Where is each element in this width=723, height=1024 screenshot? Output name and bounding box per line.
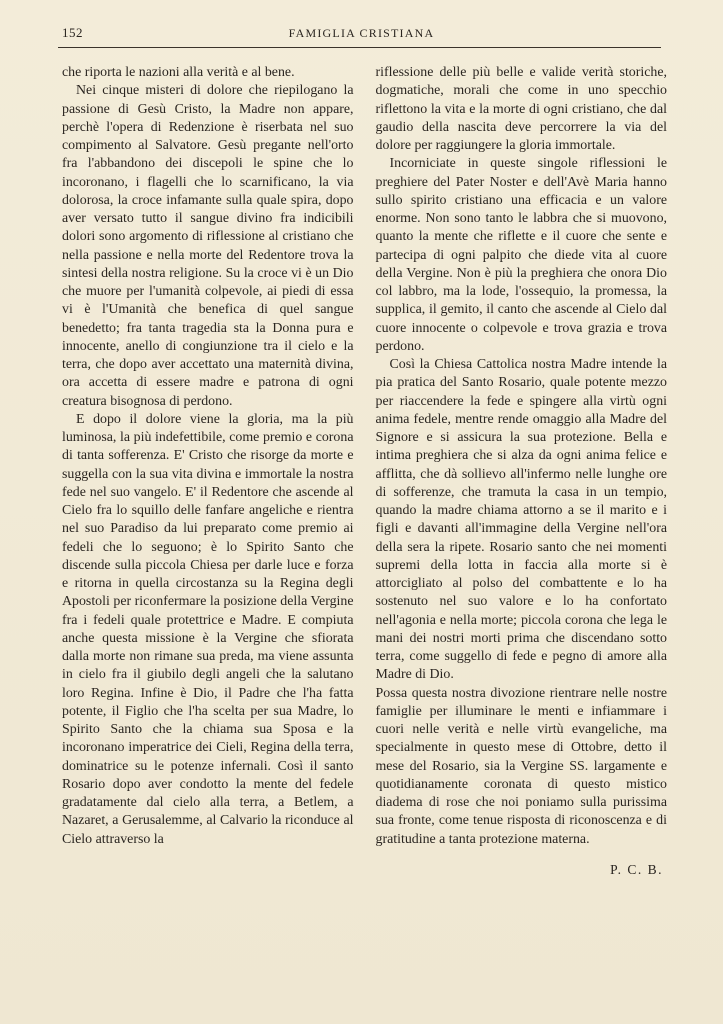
header-rule bbox=[58, 47, 661, 48]
paragraph: riflessione delle più belle e valide verità storiche, dogmatiche, morali che come in uno specchio riflettono la vita e la morte di ogni cristiano, che dal gaudio della nascita deve percorrere la via del dolore per raggiungere la gloria immortale. bbox=[375, 65, 667, 153]
paragraph: Possa questa nostra divozione rientrare nelle nostre famiglie per illuminare le menti e infiammare i cuori nelle verità e nelle virtù evangeliche, ma specialmente in questo mese di Ottobre, detto il mese del Rosario, sia la Vergine SS. largamente e quotidianamente coronata di questo mistico diadema di rose che noi poniamo sulla purissima sua fronte, come tenue risposta di riconoscenza e di gratitudine a tanta protezione materna. bbox=[375, 685, 667, 847]
left-column bbox=[62, 64, 354, 994]
paragraph: Nei cinque misteri di dolore che riepilogano la passione di Gesù Cristo, la Madre non appare, perchè l'opera di Redenzione è riserbata nel suo compimento al Salvatore. Gesù pregante nell'orto fra l'abbandono dei discepoli le spine che lo incoronano, i flagelli che lo scarnificano, la via dolorosa, la croce infamante sulla quale spira, dopo aver versato tutto il sangue divino fra indicibili dolori sono argomento di riflessione al cristiano che nella passione e nella morte del Redentore trova la sintesi della nostra religione. Su la croce vi è un Dio che muore per l'umanità colpevole, ai piedi di essa vi è l'Umanità che benefica di quel sangue benedetto; fra tanta tragedia sta la Donna pura e innocente, anello di congiunzione tra il cielo e la terra, che dopo aver accettato una maternità divina, ora accetta di essere madre e patrona di ogni creatura bisognosa di perdono. bbox=[62, 83, 354, 409]
paragraph: Incorniciate in queste singole riflessioni le preghiere del Pater Noster e dell'Avè Maria hanno sullo spirito cristiano una efficacia e un valore enorme. Non sono tanto le labbra che si muovono, quanto la mente che riflette e il cuore che sente e partecipa di ogni palpito che diede vita al cuore della Vergine. Non è più la preghiera che onora Dio col labbro, ma la lode, l'ossequio, la promessa, la supplica, il gemito, il canto che ascende al Cielo dal cuore innocente o colpevole e trova grazia e trova perdono. bbox=[375, 156, 667, 354]
paragraph: Così la Chiesa Cattolica nostra Madre intende la pia pratica del Santo Rosario, quale potente mezzo per riaccendere la fede e spingere alla virtù ogni anima fedele, mentre rende omaggio alla Madre del Signore e si assicura la sua protezione. Bella e intima preghiera che si alza da ogni anima felice e afflitta, che dà sollievo all'infermo nelle lunghe ore di sofferenze, che tramuta la casa in un tempio, quando la madre chiama attorno a se il marito e i figli e davanti all'immagine della Vergine nell'ora della sera la ripete. Rosario santo che nei momenti supremi della lotta in faccia alla morte si è attorcigliato al polso del combattente e lo ha sostenuto nel suo valore e lo ha confortato nell'agonia e nella morte; piccola corona che lega le mani dei nostri morti prima che discendano sotto terra, come suggello di fede e pegno di amore alla Madre di Dio. bbox=[375, 357, 667, 683]
right-column bbox=[376, 64, 668, 994]
paragraph: che riporta le nazioni alla verità e al bene. bbox=[62, 65, 295, 80]
page-number: 152 bbox=[62, 25, 83, 40]
article-body bbox=[62, 64, 667, 994]
running-title: FAMIGLIA CRISTIANA bbox=[288, 26, 435, 40]
paragraph: E dopo il dolore viene la gloria, ma la più luminosa, la più indefettibile, come premio e corona di tanta sofferenza. E' Cristo che risorge da morte e suggella con la sua vita divina e immortale la nostra fede nel suo vangelo. E' il Redentore che ascende al Cielo fra lo squillo delle fanfare angeliche e rientra nel suo Paradiso da lui preparato come premio ai fedeli che lo seguono; è lo Spirito Santo che discende sulla piccola Chiesa per darle luce e forza e ritorna in quella circostanza su la Regina degli Apostoli per riconfermare la posizione della Vergine fra i fedeli quale protettrice e Madre. E compiuta anche questa missione è la Vergine che sfiorata dalla morte non rimane sua preda, ma viene assunta in cielo fra il giubilo degli angeli che la salutano loro Regina. Infine è Dio, il Padre che l'ha fatta potente, il Figlio che l'ha scelta per sua Madre, lo Spirito Santo che la chiama sua Sposa e la incoronano imperatrice dei Cieli, Regina della terra, dominatrice su le potenze infernali. Così il santo Rosario dopo aver condotto la mente del fedele gradatamente dal cielo alla terra, a Betlem, a Nazaret, a Gerusalemme, al Calvario la riconduce al Cielo attraverso la bbox=[62, 411, 354, 847]
page-header bbox=[62, 22, 661, 44]
author-signature: P. C. B. bbox=[610, 861, 663, 877]
